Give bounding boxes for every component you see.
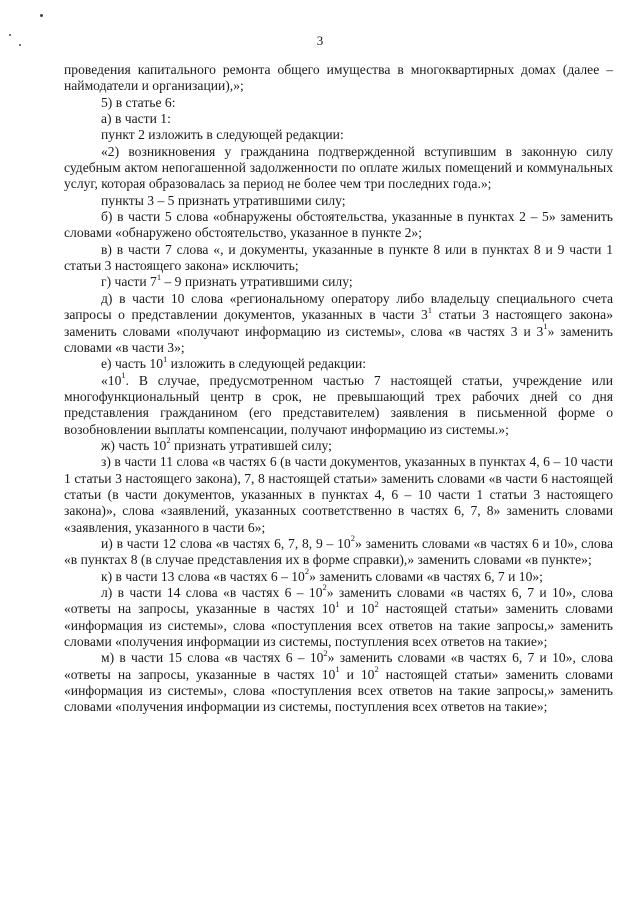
paragraph-p8 — [64, 242, 613, 275]
paragraph-p11 — [64, 353, 613, 372]
text-run: признать утратившей силу; — [170, 437, 332, 453]
text-run: ж) часть 10 — [101, 437, 167, 453]
text-run: «10 — [101, 372, 122, 388]
superscript: 2 — [374, 598, 379, 609]
paragraph-p14 — [64, 454, 613, 536]
paragraph-p18 — [64, 647, 614, 715]
superscript: 1 — [335, 664, 340, 675]
text-run: – 9 признать утратившими силу; — [161, 274, 353, 290]
text-run: г) части 7 — [101, 274, 157, 290]
superscript: 1 — [335, 598, 340, 609]
paragraph-p16 — [64, 566, 613, 585]
text-run: » заменить словами «в частях 6, 7 и 10», слова «ответы на запросы, указанные в частях 10 — [64, 585, 613, 617]
paragraph-p3 — [64, 111, 613, 127]
superscript: 1 — [163, 353, 168, 364]
paragraph-p4 — [64, 127, 613, 143]
text-run: изложить в следующей редакции: — [167, 356, 367, 372]
paragraph-p6 — [64, 193, 613, 209]
superscript: 2 — [350, 533, 355, 544]
text-run: к) в части 13 слова «в частях 6 – 10 — [101, 568, 305, 584]
text-run: и 10 — [339, 601, 375, 617]
paragraph-p10 — [64, 291, 613, 356]
paragraph-p17 — [64, 582, 614, 650]
superscript: 1 — [156, 271, 162, 282]
paragraph-p13 — [64, 435, 613, 454]
paragraph-p2 — [64, 95, 613, 111]
superscript: 1 — [427, 304, 433, 315]
text-run: и) в части 12 слова «в частях 6, 7, 8, 9 – 10 — [101, 535, 351, 551]
superscript: 1 — [121, 370, 126, 380]
text-run: » заменить словами «в части 3»; — [64, 323, 613, 355]
text-run: настоящей статьи» заменить словами «информация из системы», слова «поступления всех ответов на такие запросы,» заменить словами «получения информации из системы, поступления всех ответов на такие»; — [64, 666, 614, 715]
text-run: з) в части 11 слова «в частях 6 (в части документов, указанных в пунктах 4, 6 – 10 части 1 статьи 3 настоящего закона), 7, 8 настоящей статьи» заменить словами «в части 6 настоящей статьи (в части документов, указанных в пунктах 4, 6 – 10 части 1 статьи 3 настоящего закона)», слова «заявлений, указанных соответственно в частях 6, 7, 8» заменить словами «заявления, указанного в части 6»; — [64, 454, 613, 535]
text-run: пункты 3 – 5 признать утратившими силу; — [101, 192, 346, 208]
text-run: л) в части 14 слова «в частях 6 – 10 — [101, 585, 323, 600]
text-run: и 10 — [339, 666, 375, 682]
text-run: «2) возникновения у гражданина подтвержденной вступившим в законную силу судебным актом непогашенной задолженности по оплате жилых помещений и коммунальных услуг, которая образовалась за период не более чем три последних года.»; — [64, 143, 613, 192]
paragraph-p15 — [64, 533, 614, 569]
paragraph-p1 — [64, 62, 613, 95]
text-run: . В случае, предусмотренном частью 7 настоящей статьи, учреждение или многофункциональный центр в срок, не превышающий трех рабочих дней со дня представления гражданином (его представителем) заявления в письменной форме о возобновлении выплаты компенсации, получают информацию из системы.»; — [64, 372, 613, 437]
text-run: д) в части 10 слова «региональному оператору либо владельцу специального счета запросы о представлении документов, указанных в части 3 — [64, 290, 613, 323]
text-run: проведения капитального ремонта общего имущества в многоквартирных домах (далее – наймодатели и организации),»; — [64, 62, 613, 94]
page-number: 3 — [316, 33, 324, 48]
text-run: 5) в статье 6: — [101, 94, 176, 110]
superscript: 2 — [304, 566, 310, 577]
text-run: пункт 2 изложить в следующей редакции: — [101, 127, 344, 143]
text-run: » заменить словами «в частях 6, 7 и 10», слова «ответы на запросы, указанные в частях 10 — [64, 650, 613, 682]
superscript: 2 — [322, 582, 327, 593]
text-run: статьи 3 настоящего закона» заменить словами «получают информацию из системы», слова «в частях 3 и 3 — [64, 307, 613, 339]
superscript: 2 — [323, 647, 328, 658]
document-body — [64, 62, 613, 716]
text-run: м) в части 15 слова «в частях 6 – 10 — [101, 650, 324, 666]
text-run: настоящей статьи» заменить словами «информация из системы», слова «поступления всех ответов на такие запросы,» заменить словами «получения информации из системы, поступления всех ответов на такие»; — [64, 601, 614, 650]
text-run: б) в части 5 слова «обнаружены обстоятельства, указанные в пунктах 2 – 5» заменить словами «обнаружено обстоятельство, указанное в пункте 2»; — [64, 209, 613, 241]
text-run: а) в части 1: — [101, 111, 171, 127]
text-run: е) часть 10 — [101, 356, 163, 372]
superscript: 1 — [543, 320, 548, 331]
text-run: » заменить словами «в частях 6, 7 и 10»; — [309, 568, 543, 584]
paragraph-p9 — [64, 271, 613, 290]
paragraph-p5 — [64, 144, 613, 193]
scan-speck-1 — [40, 14, 43, 17]
text-run: » заменить словами «в частях 6 и 10», слова «в пунктах 8 (в случае представления их в форме справки),» заменить словами «в пункте»; — [64, 535, 614, 568]
text-run: в) в части 7 слова «, и документы, указанные в пункте 8 или в пунктах 8 и 9 части 1 статьи 3 настоящего закона» исключить; — [64, 241, 613, 274]
paragraph-p12 — [64, 370, 613, 438]
superscript: 2 — [166, 435, 171, 446]
paragraph-p7 — [64, 209, 613, 242]
superscript: 2 — [374, 664, 379, 675]
